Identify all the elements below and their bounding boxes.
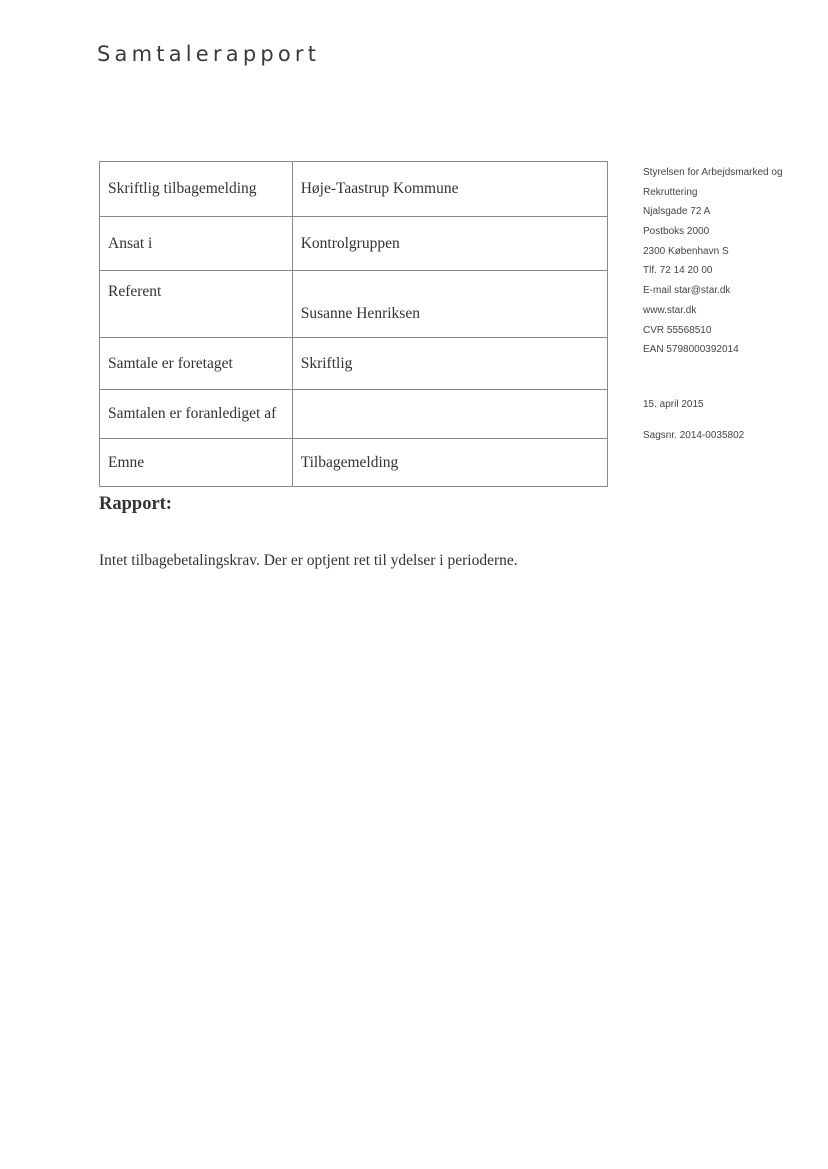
table-row	[100, 271, 608, 338]
sender-ean: EAN 5798000392014	[643, 344, 739, 356]
sender-name-line2: Rekruttering	[643, 186, 698, 198]
field-label: Referent	[100, 271, 293, 338]
sender-address-block	[643, 163, 823, 441]
sender-email: E-mail star@star.dk	[643, 285, 731, 297]
conversation-info-table	[99, 161, 608, 487]
page-title: Samtalerapport	[97, 42, 321, 66]
table-row	[100, 439, 608, 487]
field-label: Skriftlig tilbagemelding	[100, 162, 293, 217]
field-value: Skriftlig	[292, 338, 607, 390]
sender-web: www.star.dk	[643, 304, 697, 316]
case-number: Sagsnr. 2014-0035802	[643, 430, 745, 441]
report-body: Intet tilbagebetalingskrav. Der er optjent ret til ydelser i perioderne.	[99, 552, 518, 569]
field-value: Høje-Taastrup Kommune	[292, 162, 607, 217]
sender-pobox: Postboks 2000	[643, 226, 710, 238]
field-value	[292, 390, 607, 439]
table-row	[100, 162, 608, 217]
sender-phone: Tlf. 72 14 20 00	[643, 265, 713, 277]
field-label: Samtalen er foranlediget af	[100, 390, 293, 439]
report-heading: Rapport:	[99, 494, 172, 514]
field-value: Susanne Henriksen	[292, 271, 607, 338]
document-date: 15. april 2015	[643, 399, 704, 410]
field-label: Emne	[100, 439, 293, 487]
sender-cvr: CVR 55568510	[643, 324, 712, 336]
field-value: Kontrolgruppen	[292, 217, 607, 271]
sender-city: 2300 København S	[643, 245, 729, 257]
table-row	[100, 338, 608, 390]
field-label: Ansat i	[100, 217, 293, 271]
table-row	[100, 217, 608, 271]
field-value: Tilbagemelding	[292, 439, 607, 487]
field-label: Samtale er foretaget	[100, 338, 293, 390]
sender-name-line1: Styrelsen for Arbejdsmarked og	[643, 167, 783, 178]
sender-street: Njalsgade 72 A	[643, 206, 711, 218]
table-row	[100, 390, 608, 439]
